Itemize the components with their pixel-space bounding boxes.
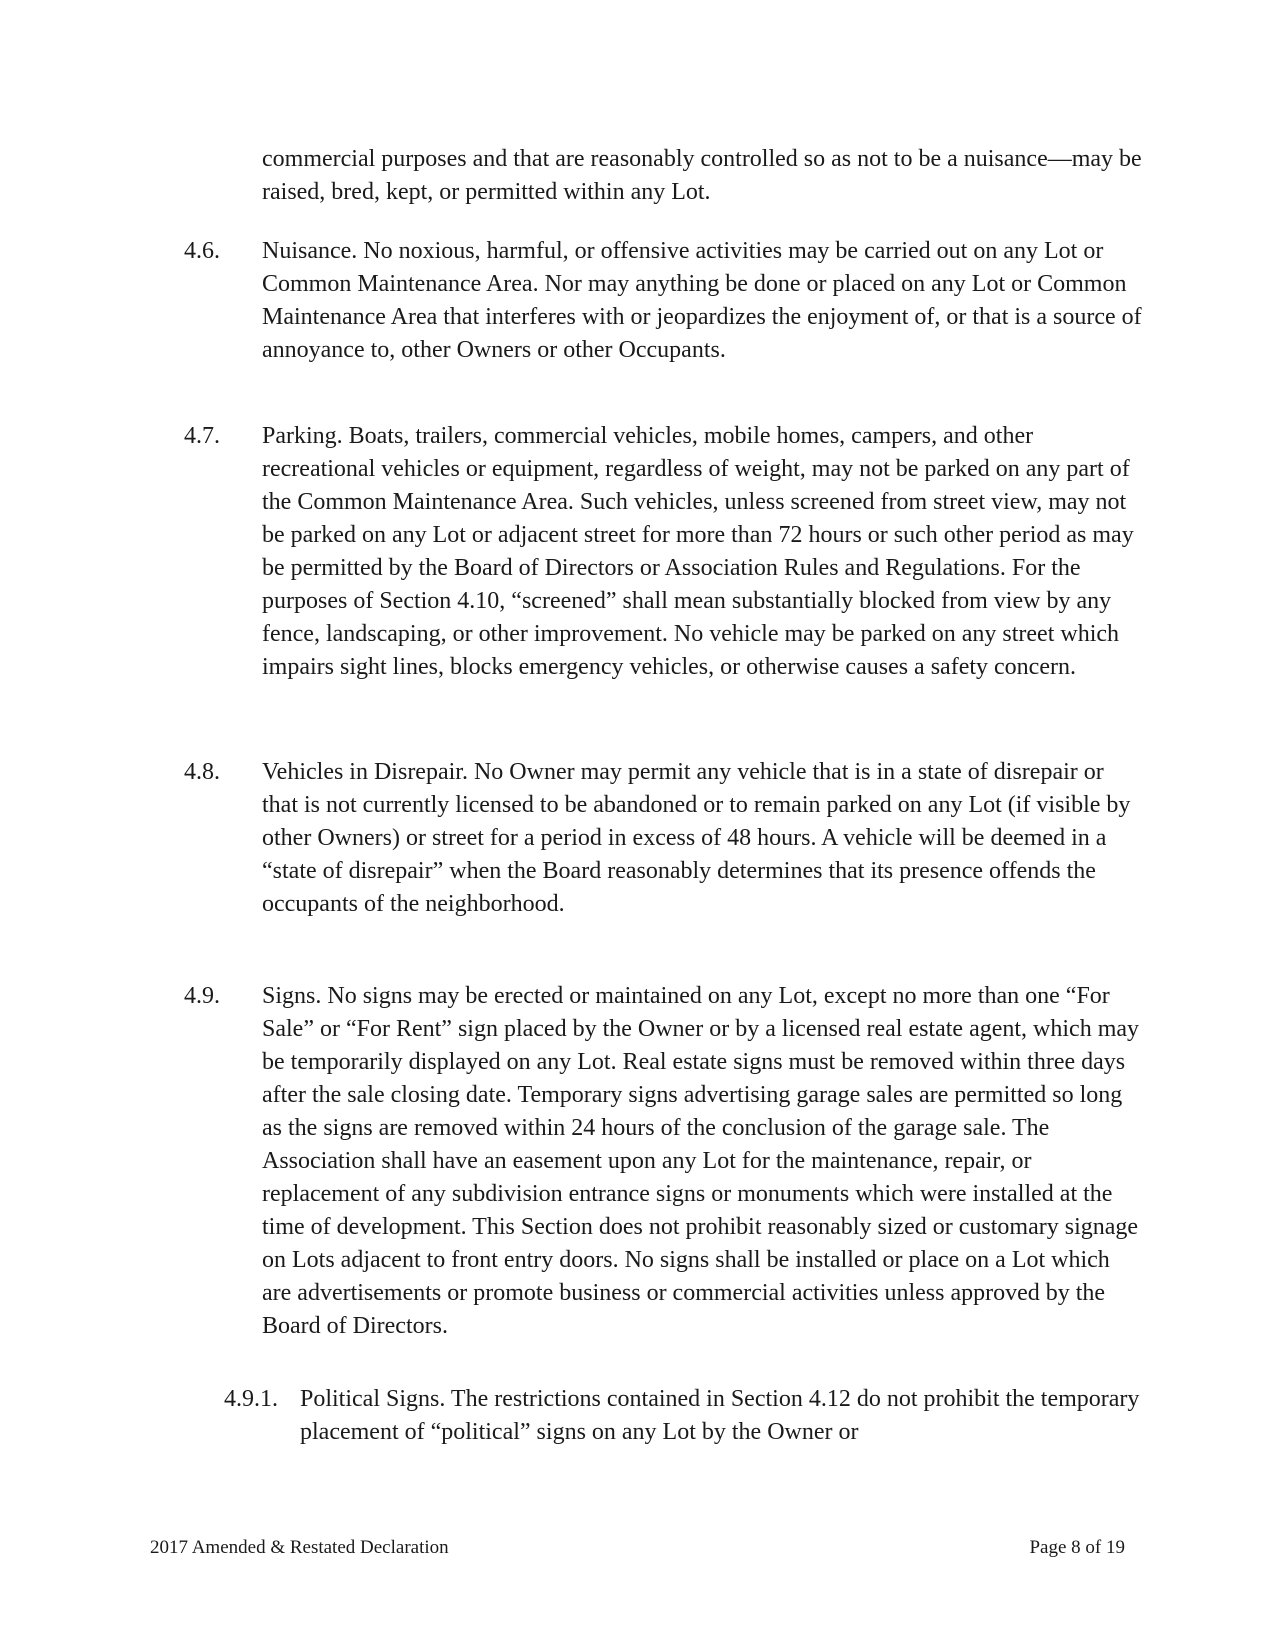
section-text: Nuisance. No noxious, harmful, or offensive activities may be carried out on any Lot or Common Maintenance Area. Nor may anything be done or placed on any Lot or Common Maintenance Area that interferes with or jeopardizes the enjoyment of, or that is a source of annoyance to, other Owners or other Occupants. xyxy=(262,238,1142,363)
section-number: 4.9. xyxy=(184,983,220,1009)
subsection-4-9-1 xyxy=(224,1383,1142,1449)
footer-page-number: Page 8 of 19 xyxy=(1029,1537,1125,1558)
section-number: 4.6. xyxy=(184,238,220,264)
footer-document-title: 2017 Amended & Restated Declaration xyxy=(150,1537,449,1558)
subsection-text: Political Signs. The restrictions contained in Section 4.12 do not prohibit the temporary placement of “political” signs on any Lot by the Owner or xyxy=(300,1386,1140,1445)
section-number: 4.7. xyxy=(184,423,220,449)
subsection-number: 4.9.1. xyxy=(224,1386,278,1412)
section-number: 4.8. xyxy=(184,759,220,785)
section-4-7 xyxy=(184,420,1142,684)
section-4-9 xyxy=(184,980,1142,1343)
section-text: Parking. Boats, trailers, commercial vehicles, mobile homes, campers, and other recreational vehicles or equipment, regardless of weight, may not be parked on any part of the Common Maintenance Area. Such vehicles, unless screened from street view, may not be parked on any Lot or adjacent street for more than 72 hours or such other period as may be permitted by the Board of Directors or Association Rules and Regulations. For the purposes of Section 4.10, “screened” shall mean substantially blocked from view by any fence, landscaping, or other improvement. No vehicle may be parked on any street which impairs sight lines, blocks emergency vehicles, or otherwise causes a safety concern. xyxy=(262,423,1134,680)
continuation-paragraph: commercial purposes and that are reasonably controlled so as not to be a nuisance—may be raised, bred, kept, or permitted within any Lot. xyxy=(262,146,1142,205)
section-text: Signs. No signs may be erected or maintained on any Lot, except no more than one “For Sale” or “For Rent” sign placed by the Owner or by a licensed real estate agent, which may be temporarily displayed on any Lot. Real estate signs must be removed within three days after the sale closing date. Temporary signs advertising garage sales are permitted so long as the signs are removed within 24 hours of the conclusion of the garage sale. The Association shall have an easement upon any Lot for the maintenance, repair, or replacement of any subdivision entrance signs or monuments which were installed at the time of development. This Section does not prohibit reasonably sized or customary signage on Lots adjacent to front entry doors. No signs shall be installed or place on a Lot which are advertisements or promote business or commercial activities unless approved by the Board of Directors. xyxy=(262,983,1140,1339)
section-4-8 xyxy=(184,756,1142,921)
section-4-6 xyxy=(184,235,1142,367)
section-text: Vehicles in Disrepair. No Owner may permit any vehicle that is in a state of disrepair or that is not currently licensed to be abandoned or to remain parked on any Lot (if visible by other Owners) or street for a period in excess of 48 hours. A vehicle will be deemed in a “state of disrepair” when the Board reasonably determines that its presence offends the occupants of the neighborhood. xyxy=(262,759,1131,917)
